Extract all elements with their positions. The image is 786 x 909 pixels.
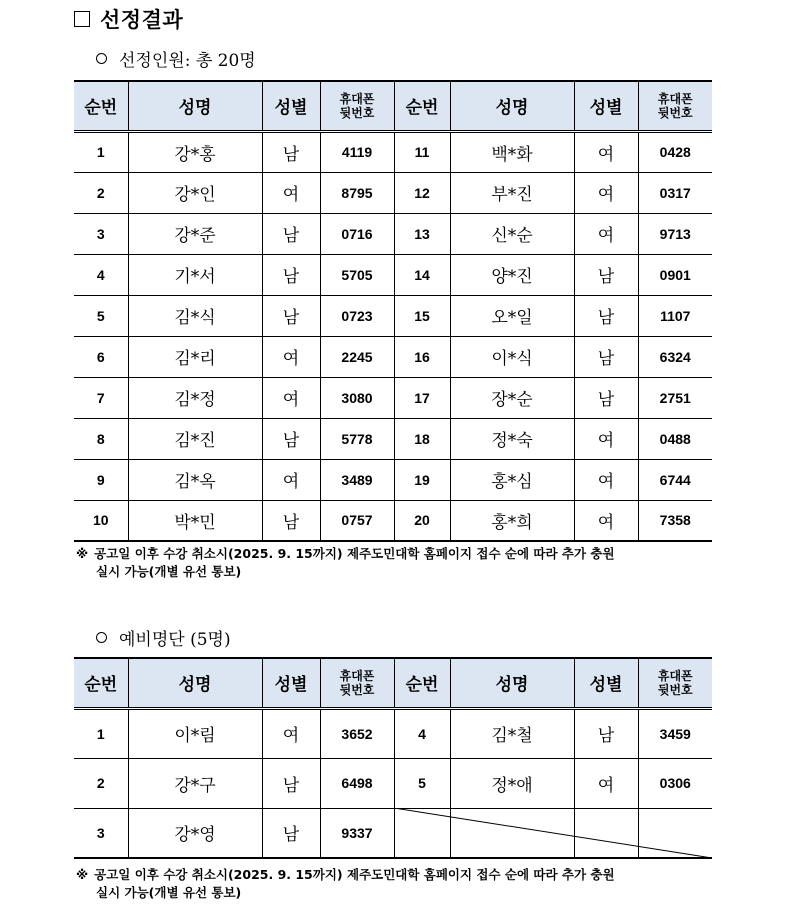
reserve-heading-text: 예비명단 (5명)	[119, 629, 231, 650]
person-sex: 남	[262, 213, 320, 254]
phone-last-digits: 9337	[320, 808, 394, 858]
person-name: 김*리	[128, 336, 262, 377]
table-row	[74, 708, 712, 758]
person-sex: 여	[262, 377, 320, 418]
row-number: 8	[74, 418, 128, 459]
phone-last-digits: 5778	[320, 418, 394, 459]
header-name: 성명	[128, 81, 262, 131]
person-sex: 여	[262, 459, 320, 500]
phone-last-digits: 0306	[638, 758, 712, 808]
table-row	[74, 172, 712, 213]
row-number: 5	[394, 758, 450, 808]
row-number: 17	[394, 377, 450, 418]
row-number: 5	[74, 295, 128, 336]
phone-last-digits: 3080	[320, 377, 394, 418]
person-name: 부*진	[450, 172, 574, 213]
person-name: 김*진	[128, 418, 262, 459]
table-row	[74, 213, 712, 254]
phone-last-digits: 5705	[320, 254, 394, 295]
table-row	[74, 336, 712, 377]
person-sex: 남	[574, 336, 638, 377]
person-sex: 여	[574, 131, 638, 172]
selected-table	[74, 80, 712, 542]
checkbox-square-icon	[74, 11, 90, 27]
person-sex: 남	[262, 808, 320, 858]
row-number: 4	[394, 708, 450, 758]
row-number: 9	[74, 459, 128, 500]
section-title	[74, 4, 183, 34]
empty-cell	[450, 808, 574, 858]
person-sex: 여	[574, 758, 638, 808]
phone-last-digits: 0716	[320, 213, 394, 254]
phone-last-digits: 3459	[638, 708, 712, 758]
circle-bullet-icon	[96, 53, 107, 64]
person-sex: 남	[574, 254, 638, 295]
reserve-table	[74, 657, 712, 859]
selected-heading-text: 선정인원: 총 20명	[119, 50, 256, 71]
row-number: 6	[74, 336, 128, 377]
row-number: 4	[74, 254, 128, 295]
header-phone: 휴대폰 뒷번호	[638, 81, 712, 131]
phone-last-digits: 3489	[320, 459, 394, 500]
header-no: 순번	[394, 658, 450, 708]
header-sex: 성별	[574, 658, 638, 708]
person-sex: 남	[262, 500, 320, 541]
person-sex: 여	[262, 172, 320, 213]
row-number: 20	[394, 500, 450, 541]
row-number: 2	[74, 172, 128, 213]
row-number: 3	[74, 213, 128, 254]
table-row	[74, 808, 712, 858]
person-name: 김*옥	[128, 459, 262, 500]
person-name: 양*진	[450, 254, 574, 295]
table-row	[74, 131, 712, 172]
note-text: 공고일 이후 수강 취소시(2025. 9. 15까지) 제주도민대학 홈페이지 접수 순에 따라 추가 충원	[94, 546, 615, 561]
header-phone: 휴대폰 뒷번호	[320, 81, 394, 131]
table-row	[74, 459, 712, 500]
phone-last-digits: 9713	[638, 213, 712, 254]
row-number: 7	[74, 377, 128, 418]
table-row	[74, 377, 712, 418]
phone-last-digits: 2245	[320, 336, 394, 377]
section-title-text: 선정결과	[100, 8, 184, 32]
header-no: 순번	[74, 658, 128, 708]
header-row	[74, 658, 712, 708]
row-number: 15	[394, 295, 450, 336]
header-sex: 성별	[262, 658, 320, 708]
phone-last-digits: 6744	[638, 459, 712, 500]
person-name: 정*숙	[450, 418, 574, 459]
phone-last-digits: 3652	[320, 708, 394, 758]
person-name: 김*식	[128, 295, 262, 336]
person-name: 장*순	[450, 377, 574, 418]
person-name: 백*화	[450, 131, 574, 172]
row-number: 3	[74, 808, 128, 858]
person-name: 홍*심	[450, 459, 574, 500]
row-number: 1	[74, 131, 128, 172]
header-no: 순번	[74, 81, 128, 131]
table-row	[74, 758, 712, 808]
note-text-line2: 실시 가능(개별 유선 통보)	[96, 564, 242, 579]
person-name: 김*철	[450, 708, 574, 758]
person-name: 김*정	[128, 377, 262, 418]
header-phone: 휴대폰 뒷번호	[320, 658, 394, 708]
person-name: 강*홍	[128, 131, 262, 172]
phone-last-digits: 7358	[638, 500, 712, 541]
person-sex: 남	[574, 295, 638, 336]
person-name: 신*순	[450, 213, 574, 254]
person-sex: 여	[574, 172, 638, 213]
phone-last-digits: 2751	[638, 377, 712, 418]
row-number: 16	[394, 336, 450, 377]
phone-last-digits: 6324	[638, 336, 712, 377]
person-name: 이*식	[450, 336, 574, 377]
header-name: 성명	[450, 81, 574, 131]
note-text: 공고일 이후 수강 취소시(2025. 9. 15까지) 제주도민대학 홈페이지 접수 순에 따라 추가 충원	[94, 867, 615, 882]
header-name: 성명	[128, 658, 262, 708]
phone-last-digits: 1107	[638, 295, 712, 336]
row-number: 19	[394, 459, 450, 500]
person-sex: 남	[262, 758, 320, 808]
person-sex: 남	[262, 131, 320, 172]
row-number: 12	[394, 172, 450, 213]
phone-last-digits: 0757	[320, 500, 394, 541]
note-text-line2: 실시 가능(개별 유선 통보)	[96, 885, 242, 900]
row-number: 14	[394, 254, 450, 295]
header-no: 순번	[394, 81, 450, 131]
person-name: 정*애	[450, 758, 574, 808]
person-name: 강*구	[128, 758, 262, 808]
person-sex: 남	[262, 295, 320, 336]
row-number: 13	[394, 213, 450, 254]
table-row	[74, 295, 712, 336]
person-name: 강*영	[128, 808, 262, 858]
phone-last-digits: 4119	[320, 131, 394, 172]
row-number: 18	[394, 418, 450, 459]
empty-cell	[394, 808, 450, 858]
table-row	[74, 254, 712, 295]
row-number: 11	[394, 131, 450, 172]
person-sex: 여	[574, 459, 638, 500]
phone-last-digits: 6498	[320, 758, 394, 808]
person-sex: 여	[574, 213, 638, 254]
phone-last-digits: 0428	[638, 131, 712, 172]
empty-cell	[638, 808, 712, 858]
person-name: 박*민	[128, 500, 262, 541]
empty-cell	[574, 808, 638, 858]
person-name: 강*인	[128, 172, 262, 213]
row-number: 2	[74, 758, 128, 808]
person-sex: 여	[574, 500, 638, 541]
selected-note	[76, 545, 736, 581]
note-mark: ※	[76, 546, 89, 561]
phone-last-digits: 0901	[638, 254, 712, 295]
header-name: 성명	[450, 658, 574, 708]
selected-heading	[96, 46, 256, 70]
header-phone: 휴대폰 뒷번호	[638, 658, 712, 708]
header-sex: 성별	[574, 81, 638, 131]
person-name: 오*일	[450, 295, 574, 336]
phone-last-digits: 8795	[320, 172, 394, 213]
person-name: 홍*희	[450, 500, 574, 541]
person-sex: 남	[574, 708, 638, 758]
row-number: 1	[74, 708, 128, 758]
person-name: 기*서	[128, 254, 262, 295]
phone-last-digits: 0723	[320, 295, 394, 336]
phone-last-digits: 0488	[638, 418, 712, 459]
person-sex: 여	[262, 708, 320, 758]
phone-last-digits: 0317	[638, 172, 712, 213]
table-row	[74, 418, 712, 459]
row-number: 10	[74, 500, 128, 541]
person-sex: 여	[262, 336, 320, 377]
person-sex: 남	[574, 377, 638, 418]
person-sex: 여	[574, 418, 638, 459]
header-sex: 성별	[262, 81, 320, 131]
note-mark: ※	[76, 867, 89, 882]
person-name: 강*준	[128, 213, 262, 254]
circle-bullet-icon	[96, 632, 107, 643]
person-sex: 남	[262, 418, 320, 459]
table-row	[74, 500, 712, 541]
person-sex: 남	[262, 254, 320, 295]
person-name: 이*림	[128, 708, 262, 758]
reserve-note	[76, 866, 736, 902]
header-row	[74, 81, 712, 131]
reserve-heading	[96, 625, 231, 649]
